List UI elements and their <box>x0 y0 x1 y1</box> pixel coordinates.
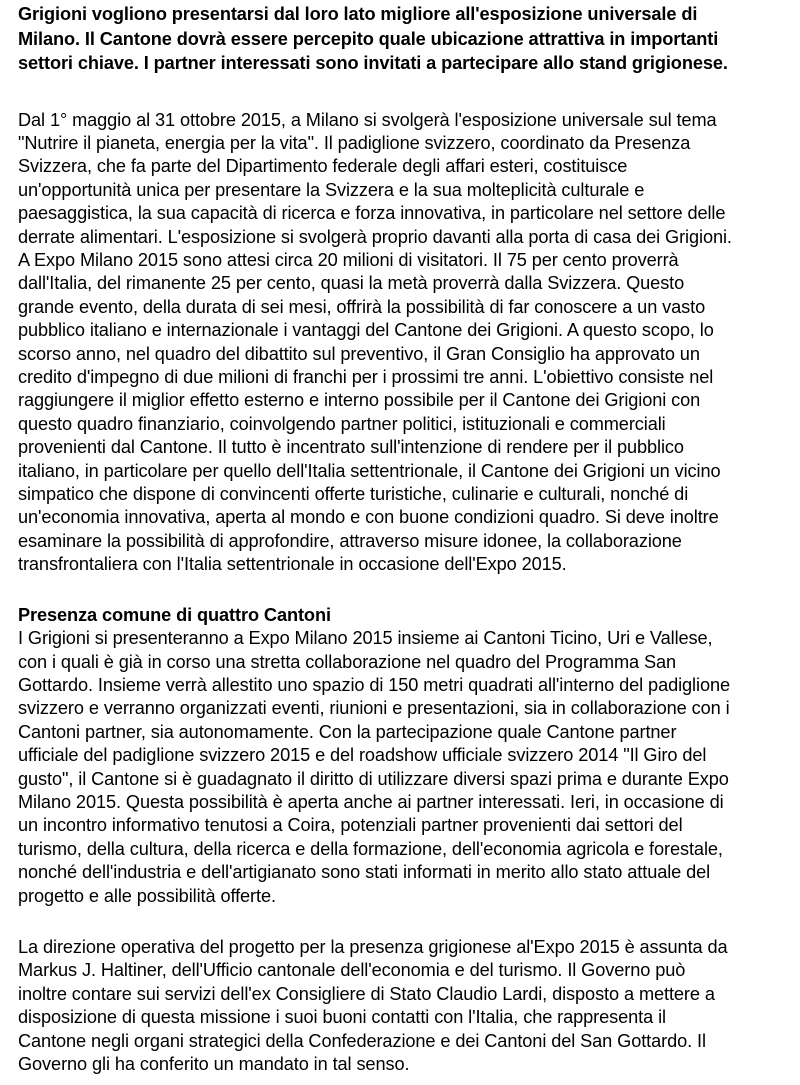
article-paragraph: I Grigioni si presenteranno a Expo Milano 2015 insieme ai Cantoni Ticino, Uri e Vallese, con i quali è già in corso una stretta collaborazione nel quadro del Programma San Gottardo. Insieme verrà allestito uno spazio di 150 metri quadrati all'interno del padiglione svizzero e verranno organizzati eventi, riunioni e presentazioni, sia in collaborazione con i Cantoni partner, sia autonomamente. Con la partecipazione quale Cantone partner ufficiale del padiglione svizzero 2015 e del roadshow ufficiale svizzero 2014 "Il Giro del gusto", il Cantone si è guadagnato il diritto di utilizzare diversi spazi prima e durante Expo Milano 2015. Questa possibilità è aperta anche ai partner interessati. Ieri, in occasione di un incontro informativo tenutosi a Coira, potenziali partner provenienti dai settori del turismo, della cultura, della ricerca e della formazione, dell'economia agricola e forestale, nonché dell'industria e dell'artigianato sono stati informati in merito allo stato attuale del progetto e alle possibilità offerte. <box>18 628 730 906</box>
article-paragraph: Dal 1° maggio al 31 ottobre 2015, a Milano si svolgerà l'esposizione universale sul tema "Nutrire il pianeta, energia per la vita". Il padiglione svizzero, coordinato da Presenza Svizzera, che fa parte del Dipartimento federale degli affari esteri, costituisce un'opportunità unica per presentare la Svizzera e la sua molteplicità culturale e paesaggistica, la sua capacità di ricerca e forza innovativa, in particolare nel settore delle derrate alimentari. L'esposizione si svolgerà proprio davanti alla porta di casa dei Grigioni. A Expo Milano 2015 sono attesi circa 20 milioni di visitatori. Il 75 per cento proverrà dall'Italia, del rimanente 25 per cento, quasi la metà proverrà dalla Svizzera. Questo grande evento, della durata di sei mesi, offrirà la possibilità di far conoscere a un vasto pubblico italiano e internazionale i vantaggi del Cantone dei Grigioni. A questo scopo, lo scorso anno, nel quadro del dibattito sul preventivo, il Gran Consiglio ha approvato un credito d'impegno di due milioni di franchi per i prossimi tre anni. L'obiettivo consiste nel raggiungere il miglior effetto esterno e interno possibile per il Cantone dei Grigioni con questo quadro finanziario, coinvolgendo partner politici, istituzionali e commerciali provenienti dal Cantone. Il tutto è incentrato sull'intenzione di rendere per il pubblico italiano, in particolare per quello dell'Italia settentrionale, il Cantone dei Grigioni un vicino simpatico che dispone di convincenti offerte turistiche, culinarie e culturali, nonché di un'economia innovativa, aperta al mondo e con buone condizioni quadro. Si deve inoltre esaminare la possibilità di approfondire, attraverso misure idonee, la collaborazione transfrontaliera con l'Italia settentrionale in occasione dell'Expo 2015. <box>18 109 732 575</box>
article-lead: Grigioni vogliono presentarsi dal loro lato migliore all'esposizione universale di Milano. Il Cantone dovrà essere percepito quale ubicazione attrattiva in importanti settori chiave. I partner interessati sono invitati a partecipare allo stand grigionese. <box>18 4 728 73</box>
article-paragraph: La direzione operativa del progetto per la presenza grigionese al'Expo 2015 è assunta da Markus J. Haltiner, dell'Ufficio cantonale dell'economia e del turismo. Il Governo può inoltre contare sui servizi dell'ex Consigliere di Stato Claudio Lardi, disposto a mettere a disposizione di questa missione i suoi buoni contatti con l'Italia, che rappresenta il Cantone negli organi strategici della Confederazione e dei Cantoni del San Gottardo. Il Governo gli ha conferito un mandato in tal senso. <box>18 937 728 1075</box>
section-heading: Presenza comune di quattro Cantoni <box>18 604 331 625</box>
article <box>18 2 800 1076</box>
